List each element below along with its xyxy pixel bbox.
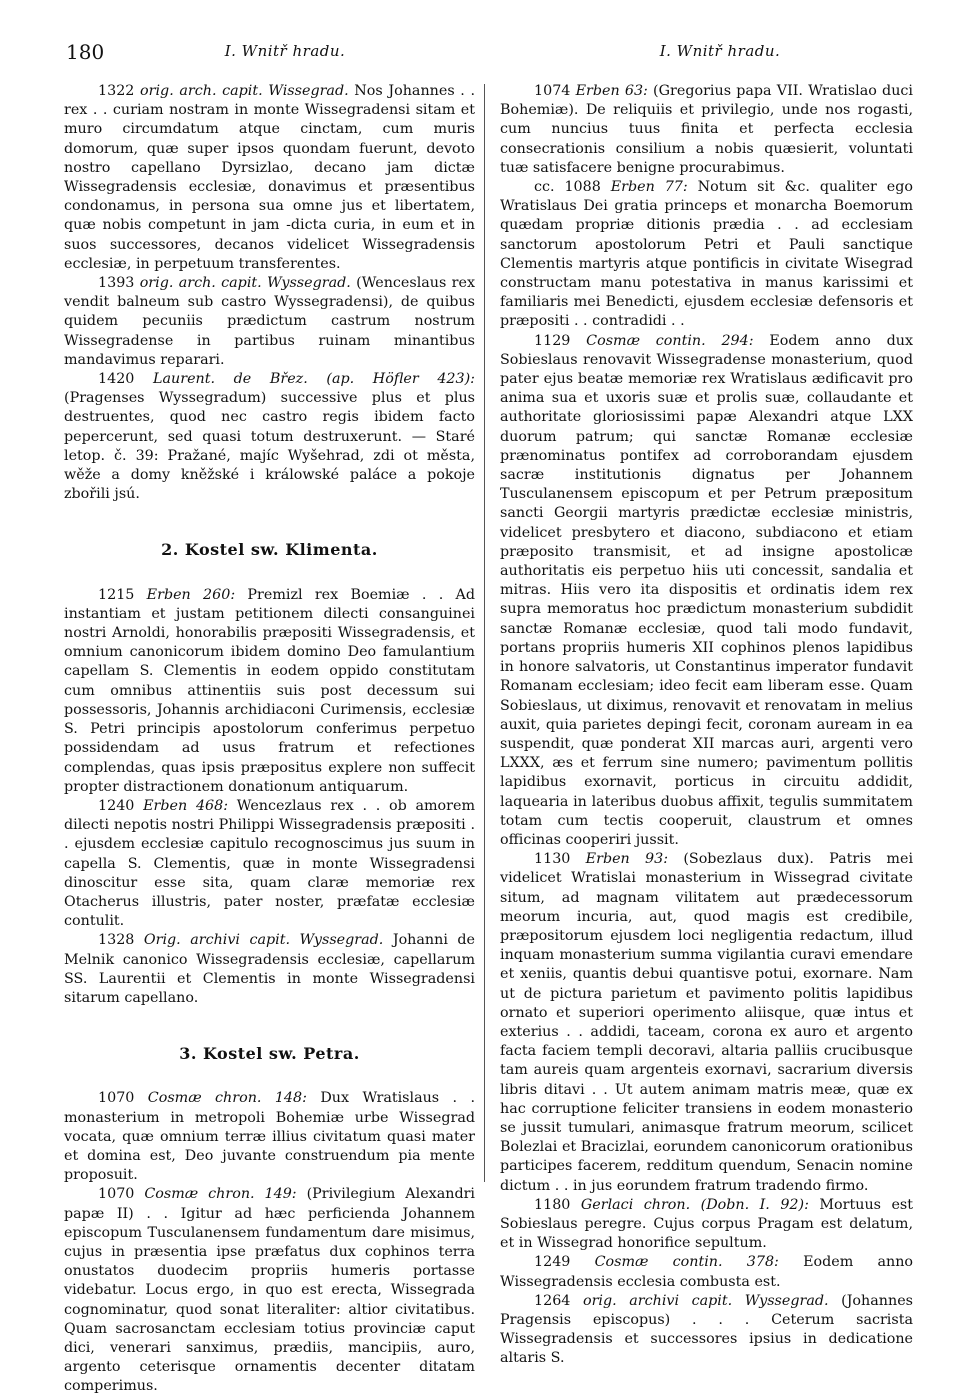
column-divider: [484, 84, 485, 1182]
section-heading-kostel-petra: 3. Kostel sw. Petra.: [179, 1044, 360, 1064]
citation-entry: [500, 82, 913, 178]
citation-entry: [500, 850, 913, 1196]
entry-text: (Privilegium Alexandri papæ II) . . Igitur ad hæc perficienda Johannem episcopum Tusculanensem fundamentum dare misimus, cujus in præsentia ipse præfatus dux cophinos terra onustatos duodecim propriis humeris portasse videbatur. Locus ergo, in quo est erecta, Wissegrada cognominatur, quod sonat literaliter: altior civitatibus. Quam sacrosanctam ecclesiam totius provinciæ caput dici, venerari sanximus, prædiis, mancipiis, auro, argento ceterisque ornamentis decenter ditatam comperimus.: [64, 1186, 476, 1395]
entry-source: orig. arch. capit. Wyssegrad.: [139, 275, 351, 292]
entry-year: 1328: [98, 932, 135, 949]
entry-text: Johanni de Melnik canonico Wissegradensis ecclesiæ, capellarum SS. Laurentii et Clementis in monte Wissegradensi sitarum capellano.: [64, 932, 476, 1006]
entry-source: Erben 77:: [610, 179, 688, 196]
entry-year: 1420: [98, 371, 135, 388]
entry-source: Cosmæ contin. 378:: [594, 1254, 779, 1271]
entry-year: 1074: [534, 83, 571, 99]
entry-source: orig. arch. capit. Wissegrad.: [140, 83, 349, 99]
entry-year: cc. 1088: [534, 179, 601, 196]
entry-year: 1130: [534, 851, 571, 868]
entry-text: (Gregorius papa VII. Wratislao duci Bohemiæ). De reliquiis et privilegio, unde nos rogasti, cum nuncius tuus finita et perfecta ecclesia consecrationis consilium a nobis quæsierit, voluntati tuæ satisfacere benigne procurabimus.: [500, 83, 913, 176]
entry-text: Dux Wratislaus . . monasterium in metropoli Bohemiæ urbe Wissegrad vocata, quæ omnium terræ illius civitatum quasi mater et domina est, Deo juvante construendum pia mente proposuit.: [64, 1090, 476, 1184]
citation-entry: [64, 82, 475, 274]
entry-text: (Johannes Pragensis episcopus) . . . Ceterum sacrista Wissegradensis et successores ipsius in dedicatione altaris S.: [500, 1292, 913, 1367]
citation-entry: [64, 797, 475, 931]
entry-text: Eodem anno Wissegradensis ecclesia combusta est.: [500, 1254, 914, 1290]
entry-source: orig. archivi capit. Wyssegrad.: [582, 1292, 829, 1309]
citation-entry: [64, 931, 475, 1008]
citation-entry: [64, 586, 475, 797]
entries-top: [64, 82, 475, 504]
entry-text: (Pragenses Wyssegradum) successive plus et plus destruentes, quod nec castro regis ibidem facto pepercerunt, sed quasi totum destruxerunt. — Staré letop. č. 39: Pražané, majíc Wyšehrad, zdi ot města, wěže a domy kněžské i králowské paláce a pokoje zbořili jsú.: [64, 390, 475, 503]
entry-source: Erben 63:: [575, 83, 648, 99]
entry-year: 1180: [534, 1196, 571, 1213]
entries-right: [500, 82, 913, 1369]
right-column: [500, 82, 913, 1369]
citation-entry: [64, 274, 475, 370]
entry-year: 1393: [98, 275, 135, 292]
entry-year: 1264: [534, 1292, 571, 1309]
entry-year: 1215: [98, 586, 135, 603]
entry-source: Erben 93:: [585, 851, 669, 868]
citation-entry: [500, 178, 913, 332]
entry-year: 1249: [534, 1254, 571, 1271]
entry-source: Erben 260:: [146, 586, 236, 603]
citation-entry: [500, 1253, 913, 1291]
entry-source: Orig. archivi capit. Wyssegrad.: [143, 932, 384, 949]
citation-entry: [64, 370, 475, 504]
entry-text: Eodem anno dux Sobieslaus renovavit Wissegradense monasterium, quod pater ejus beatæ memoriæ rex Wratislaus ædificavit pro anima sua et uxoris suæ et prolis suæ, collaudante et authoritate gloriosissimi papæ Alexandri atque LXX duorum patrum; qui sanctæ Romanæ ecclesiæ prænominatus pontifex ad corroborandam ejusdem sacræ institutionis dignatus per Johannem Tusculanensem episcopum et per Petrum præpositum sancti Georgii martyris prædictæ ecclesiæ ministris, videlicet presbytero et diacono, subdiacono et etiam præposito transmisit, et ad insigne apostolicæ authoritatis eis perpetuo hiis uti concessit, sandalia et mitras. Hiis vero ita dispositis et ordinatis idem rex supra memoratus hoc prædictum monasterium subdidit sanctæ Romanæ ecclesiæ, quod tali modo fundavit, portans propriis humeris XII cophinos plenos lapidibus in honore salvatoris, ut Constantinus imperator fundavit Romanam ecclesiam; ideo fecit eam liberam esse. Quam Sobieslaus, ut diximus, renovavit et renovatam in melius auxit, quia parietes depingi fecit, coronam auream in ea suspendit, quæ ponderat XII marcas auri, argenti vero LXXX, æs et ferrum sine numero; pavimentum pollitis lapidibus exornavit, porticus in circuitu addidit, laquearia in lateribus duobus affixit, tegulis summitatem totam cum tectis cooperuit, claustrum et omnes officinas cooperiri jussit.: [500, 332, 914, 848]
entry-year: 1240: [98, 797, 135, 814]
entry-year: 1129: [534, 332, 571, 349]
citation-entry: [64, 1089, 475, 1185]
entry-source: Cosmæ chron. 149:: [144, 1186, 297, 1203]
page-number: 180: [66, 40, 105, 64]
entry-text: Wencezlaus rex . . ob amorem dilecti nepotis nostri Philippi Wissegradensis præpositi . . ejusdem ecclesiæ capitulo recognoscimus jus suum in capella S. Clementis, quæ in monte Wissegradensi dinoscitur esse sita, quam claræ memoriæ rex Otacherus illustris, pater noster, præfatæ ecclesiæ contulit.: [64, 797, 476, 930]
entry-text: Mortuus est Sobieslaus peregre. Cujus corpus Pragam est delatum, et in Wissegrad honorifice sepultum.: [500, 1196, 914, 1252]
entry-text: (Sobezlaus dux). Patris mei videlicet Wratislai monasterium in Wissegrad civitate situm, ad magnam vilitatem aut prædecessorum meorum incuria, aut, quod magis est credibile, præpositorum ejusdem loci negligentia redactum, illud inquam monasterium summa vigilantia curavi emendare et xeniis, quantis debui quantisve potui, exornare. Nam ut de pictura parietum et pavimento politis lapidibus ornato et superiori operimento aliisque, quæ intus et exterius . . addidi, taceam, corona ex auro et argento facta faciem templi decoravi, altaria palliis crucibusque tam aureis quam argenteis exornavi, sacrarium diversis libris ditavi . . Ut autem animam matris meæ, quæ ex hac corruptione feliciter transiens in eodem monasterio se jussit tumulari, animasque fratrum meorum, scilicet Bolezlai et Bracizlai, eorundem canonicorum orationibus participes facerem, redditum quendum, Senacin nomine dictum . . in jus eorundem fratrum tradendo firmo.: [500, 851, 914, 1194]
entry-source: Laurent. de Břez. (ap. Höfler 423):: [153, 371, 475, 388]
citation-entry: [500, 332, 913, 850]
entry-source: Erben 468:: [143, 797, 229, 814]
citation-entry: [500, 1196, 913, 1254]
entry-text: Nos Johannes . . rex . . curiam nostram in monte Wissegradensi sitam et muro circumdatum atque cinctam, cum muris domorum, quæ super ipsos quondam fuerunt, devoto nostro capellano Dyrsizlao, decano jam dictæ Wissegradensis ecclesiæ, donavimus et præsentibus condonamus, in persona sua omne jus et libertatem, quæ nobis competunt in jam -dicta curia, in eum et in suos successores, decanos videlicet Wissegradensis ecclesiæ, in perpetuum transferentes.: [64, 83, 476, 272]
entries-section-2: [64, 586, 475, 1008]
entry-source: Gerlaci chron. (Dobn. I. 92):: [580, 1196, 809, 1213]
citation-entry: [64, 1185, 475, 1396]
entry-source: Cosmæ contin. 294:: [586, 332, 754, 349]
running-header-left: I. Wnitř hradu.: [224, 42, 346, 60]
entry-source: Cosmæ chron. 148:: [147, 1090, 307, 1107]
entries-section-3: [64, 1089, 475, 1396]
left-column: [64, 82, 475, 1397]
entry-text: (Wenceslaus rex vendit balneum sub castro Wyssegradensi), de quibus quidem pecuniis prædictum castrum nostrum Wissegradense in partibus ruinam minantibus mandavimus reparari.: [64, 275, 476, 368]
entry-year: 1070: [98, 1186, 135, 1203]
section-heading-kostel-klimenta: 2. Kostel sw. Klimenta.: [161, 540, 378, 560]
entry-year: 1070: [98, 1090, 135, 1107]
entry-text: Premizl rex Boemiæ . . Ad instantiam et justam petitionem dilecti consanguinei nostri Arnoldi, honorabilis præpositi Wissegradensis, et omnium canonicorum ibidem domino Deo famulantium capellam S. Clementis in eodem oppido constitutam cum omnibus attinentiis suis post decessum sui possessoris, Johannis archidiaconi Curimensis, ecclesiæ S. Petri principis apostolorum conferimus perpetuo possidendam ad usus fratrum et refectiones complendas, quas ipsis præpositus explere non suffecit propter distractionem donationum antiquarum.: [64, 586, 475, 795]
entry-year: 1322: [98, 83, 135, 99]
running-header-right: I. Wnitř hradu.: [659, 42, 781, 60]
entry-text: Notum sit &c. qualiter ego Wratislaus Dei gratia princeps et monarcha Boemorum quædam propriæ ditionis prædia . . ad ecclesiam sanctorum apostolorum Petri et Pauli sanctique Clementis martyris atque pontificis in civitate Wisegrad constructam manu potestativa in manus karissimi et familiaris mei Benedicti, ejusdem ecclesiæ defensoris et præpositi . . contradidi . .: [500, 179, 913, 330]
citation-entry: [500, 1292, 913, 1369]
